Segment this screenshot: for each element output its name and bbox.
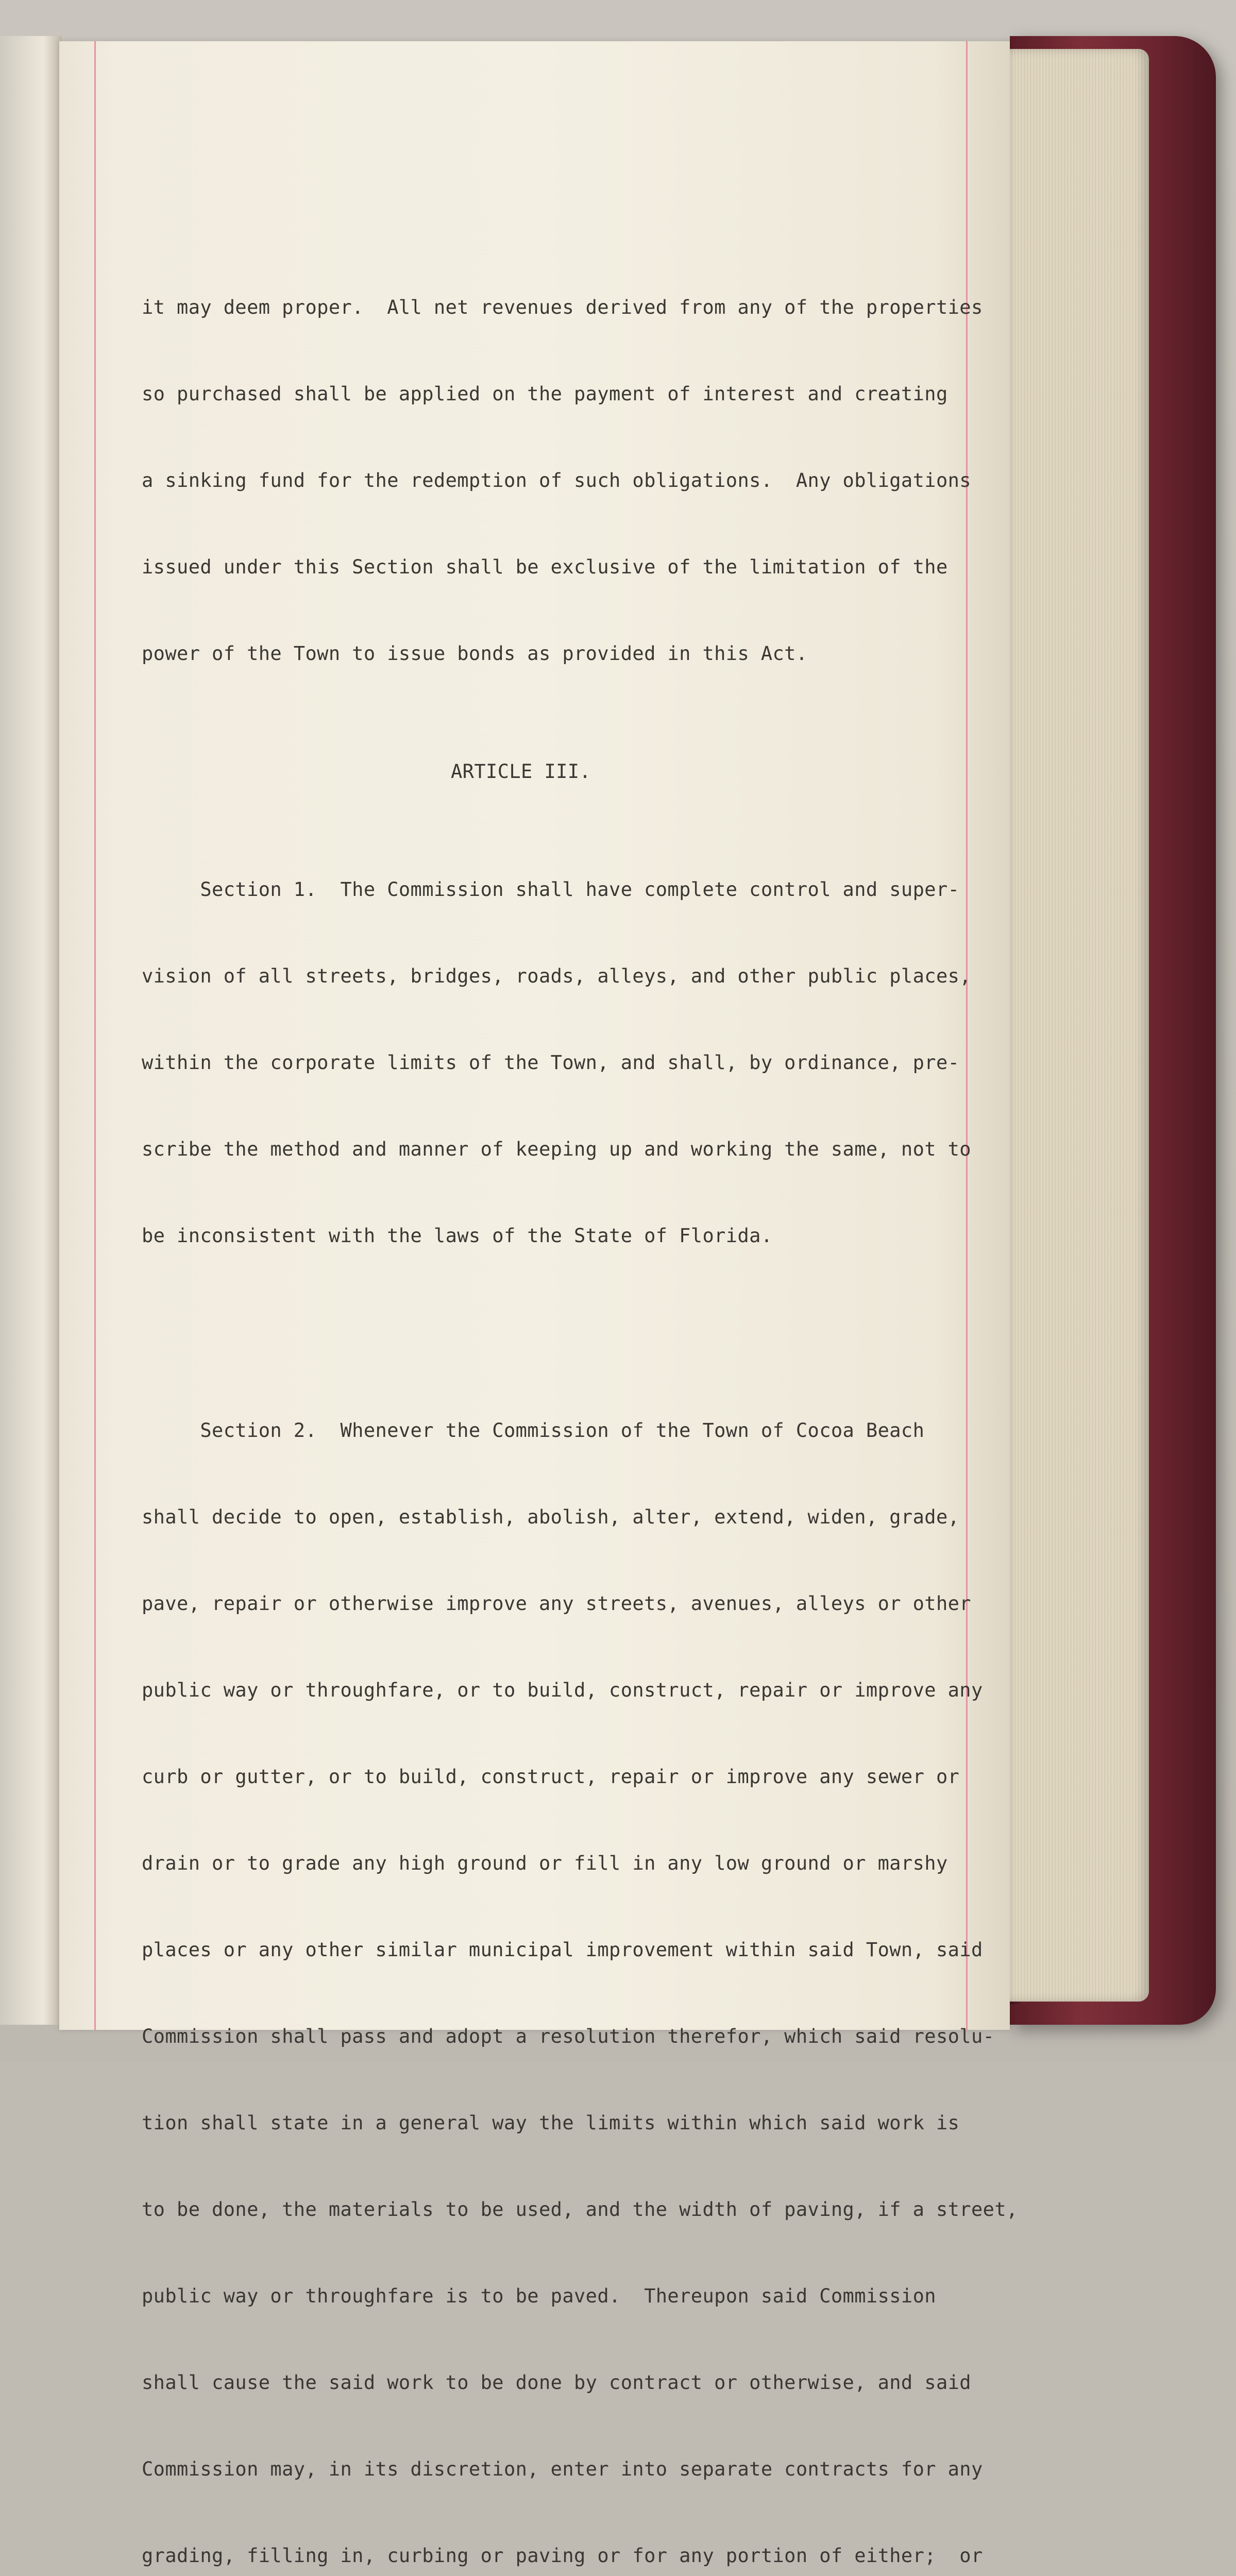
section1-line: within the corporate limits of the Town, and shall, by ordinance, pre- (142, 1052, 960, 1074)
left-page-edge (0, 36, 62, 2025)
section2-line: Commission may, in its discretion, enter into separate contracts for any (142, 2458, 983, 2480)
section2-line: public way or throughfare is to be paved. Thereupon said Commission (142, 2285, 936, 2307)
intro-line: it may deem proper. All net revenues derived from any of the properties (142, 296, 983, 318)
section2-line: curb or gutter, or to build, construct, repair or improve any sewer or (142, 1766, 960, 1788)
intro-line: a sinking fund for the redemption of such obligations. Any obligations (142, 469, 971, 492)
section2-line: Section 2. Whenever the Commission of the Town of Cocoa Beach (142, 1419, 925, 1442)
section2-line: public way or throughfare, or to build, construct, repair or improve any (142, 1679, 983, 1701)
intro-line: so purchased shall be applied on the payment of interest and creating (142, 383, 948, 405)
section1-line: be inconsistent with the laws of the State of Florida. (142, 1225, 773, 1247)
section1-line: vision of all streets, bridges, roads, alleys, and other public places, (142, 965, 971, 987)
section2-line: tion shall state in a general way the limits within which said work is (142, 2112, 960, 2134)
typed-text-block (142, 242, 1028, 2576)
intro-line: issued under this Section shall be exclusive of the limitation of the (142, 556, 948, 578)
section2-line: places or any other similar municipal improvement within said Town, said (142, 1939, 983, 1961)
intro-line: power of the Town to issue bonds as provided in this Act. (142, 642, 808, 665)
section1-line: scribe the method and manner of keeping up and working the same, not to (142, 1138, 971, 1160)
section2-line: to be done, the materials to be used, and the width of paving, if a street, (142, 2198, 1018, 2221)
document-page (59, 41, 1018, 2567)
section2-line: pave, repair or otherwise improve any streets, avenues, alleys or other (142, 1592, 971, 1615)
section2-line: drain or to grade any high ground or fill in any low ground or marshy (142, 1852, 948, 1874)
section2-line: shall cause the said work to be done by contract or otherwise, and said (142, 2371, 971, 2394)
section2-line: shall decide to open, establish, abolish, alter, extend, widen, grade, (142, 1506, 960, 1528)
article-heading: ARTICLE III. (451, 760, 591, 783)
paragraph-gap (142, 1324, 1028, 1343)
section1-line: Section 1. The Commission shall have complete control and super- (142, 878, 960, 901)
section2-line: grading, filling in, curbing or paving or for any portion of either; or (142, 2545, 983, 2567)
section2-line: Commission shall pass and adopt a resolution therefor, which said resolu- (142, 2025, 995, 2047)
left-margin-rule (94, 41, 96, 2030)
